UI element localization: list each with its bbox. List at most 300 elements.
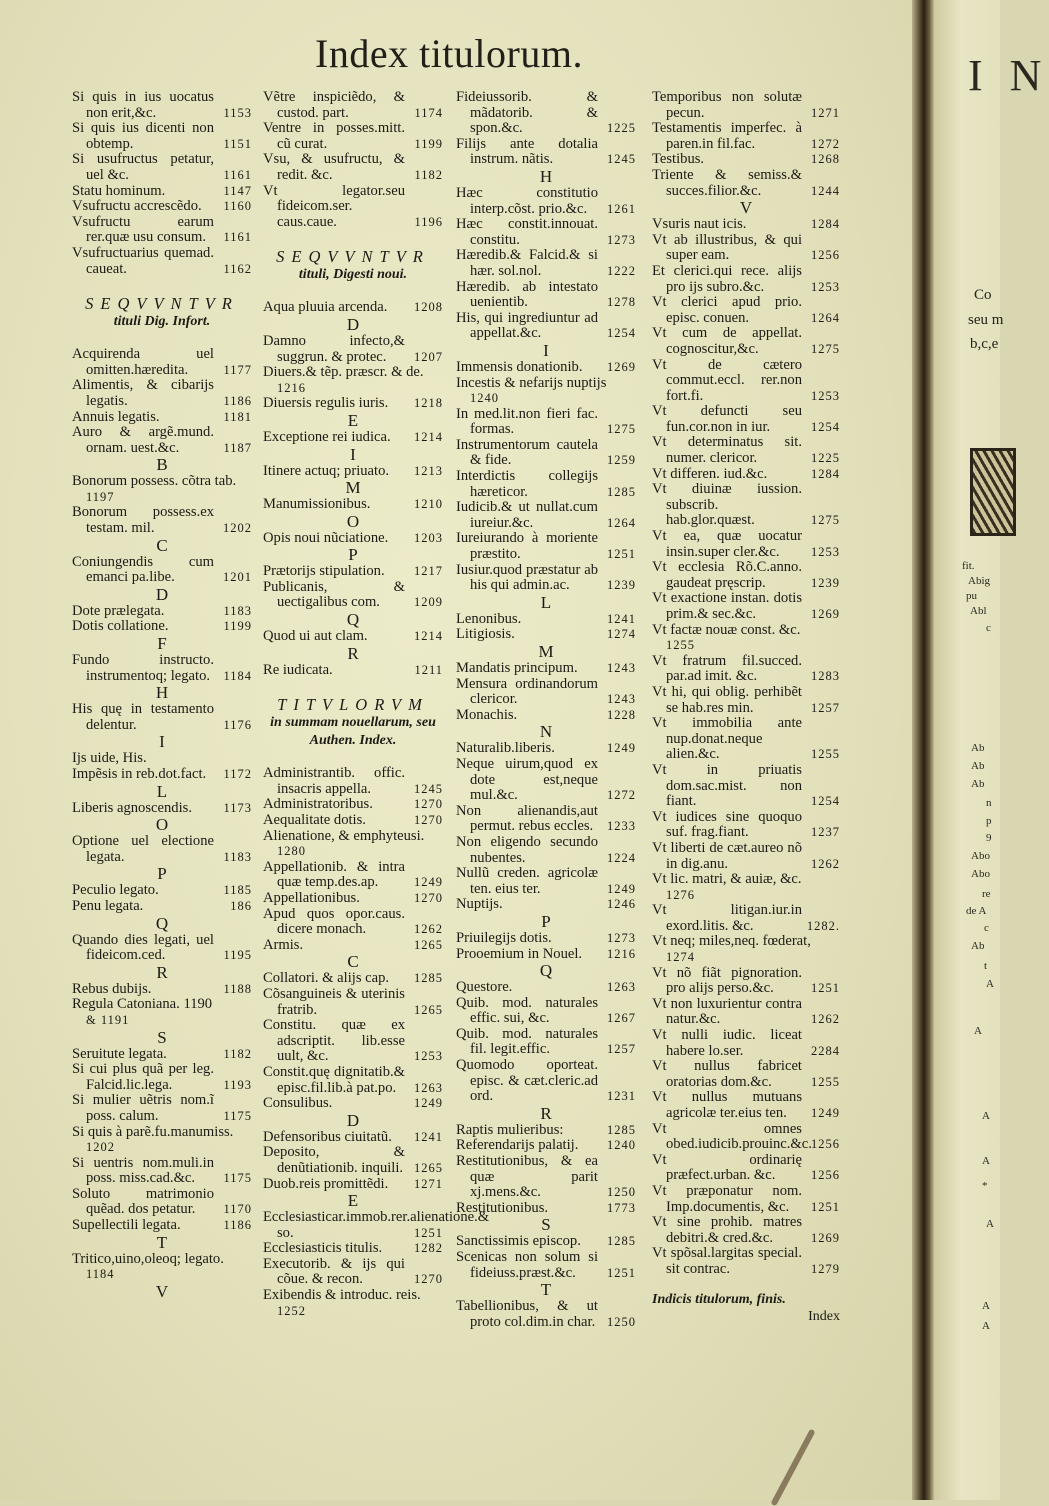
- entry-page-number: 1249: [414, 1096, 443, 1111]
- index-entry: [72, 801, 252, 817]
- book-gutter: [912, 0, 934, 1500]
- entry-page-number: 1275: [811, 341, 840, 356]
- entry-title: Fideiussorib. & mãdatorib. & spon.&c.: [456, 89, 598, 137]
- entry-page-number: 1175: [223, 1171, 252, 1186]
- entry-title: Soluto matrimonio quẽad. dos petatur.: [72, 1185, 214, 1218]
- entry-page-number: 1195: [223, 948, 252, 963]
- index-entry: [456, 708, 636, 724]
- letter-heading: E: [347, 1191, 359, 1211]
- index-entry: [263, 766, 443, 797]
- woodcut-initial: [970, 448, 1016, 536]
- entry-page-number: 1249: [607, 881, 636, 896]
- index-entry: [456, 137, 636, 168]
- index-entry: [652, 872, 840, 903]
- index-entry: [456, 1027, 636, 1058]
- index-column-3: [456, 90, 636, 1330]
- entry-page-number: 1274: [666, 950, 695, 965]
- index-entry: [456, 996, 636, 1027]
- entry-page-number: 1280: [277, 844, 306, 859]
- entry-title: Constit.quę dignitatib.& episc.fil.lib.à pat.po.: [263, 1063, 405, 1096]
- index-entry: [456, 376, 636, 407]
- entry-title: Interdictis collegijs hæreticor.: [456, 468, 598, 500]
- entry-title: Triente & semiss.& succes.filior.&c.: [652, 166, 802, 199]
- entry-page-number: 1251: [607, 1265, 636, 1280]
- entry-title: Scenicas non solum si fideiuss.præst.&c.: [456, 1249, 598, 1281]
- index-entry: [72, 246, 252, 277]
- entry-page-number: 1208: [414, 300, 443, 315]
- entry-title: Administrantib. offic. insacris appella.: [263, 765, 405, 797]
- section-title: SEQVVNTVR: [276, 247, 430, 267]
- index-entry: [72, 751, 252, 767]
- entry-title: Re iudicata.: [263, 661, 333, 678]
- entry-page-number: 1177: [223, 362, 252, 377]
- section-subtitle: in summam nouellarum, seu Authen. Index.: [270, 715, 436, 749]
- entry-title: Vt nullus mutuans agricolæ ter.eius ten.: [652, 1089, 802, 1121]
- index-entry: [263, 1096, 443, 1112]
- index-end-note: Indicis titulorum, finis.: [652, 1291, 786, 1307]
- entry-title: Vt lic. matri, & auiæ, &c.: [652, 871, 802, 888]
- entry-page-number: 1285: [607, 1122, 636, 1137]
- entry-page-number: 1256: [811, 1137, 840, 1152]
- entry-page-number: 1265: [414, 1002, 443, 1017]
- entry-title: Armis.: [263, 936, 304, 953]
- entry-title: Hæc constitutio interp.cõst. prio.&c.: [456, 184, 598, 217]
- entry-page-number: 1250: [607, 1185, 636, 1200]
- entry-title: Manumissionibus.: [263, 496, 371, 513]
- entry-page-number: 1267: [607, 1011, 636, 1026]
- entry-page-number: 1243: [607, 692, 636, 707]
- entry-page-number: 1207: [414, 349, 443, 364]
- index-entry: [456, 1154, 636, 1201]
- facing-page-fragment: Abo: [971, 850, 990, 862]
- letter-heading: S: [541, 1215, 551, 1235]
- entry-title: Filijs ante dotalia instrum. nãtis.: [456, 135, 598, 168]
- entry-title: Publicanis, & uectigalibus com.: [263, 578, 405, 611]
- entry-title: Vt nullus fabricet oratorias dom.&c.: [652, 1058, 802, 1090]
- index-entry: [456, 407, 636, 438]
- entry-page-number: 1185: [223, 883, 252, 898]
- paper-stain: [770, 1429, 815, 1506]
- entry-title: Vt factæ nouæ const. &c.: [652, 621, 801, 638]
- index-entry: [72, 184, 252, 200]
- facing-page-fragment: seu m: [968, 312, 1004, 328]
- entry-title: Rebus dubijs.: [72, 980, 152, 997]
- index-entry: [72, 883, 252, 899]
- index-entry: [263, 1209, 490, 1241]
- index-entry: [263, 1288, 443, 1319]
- facing-page-fragment: p: [986, 815, 992, 827]
- entry-title: Statu hominum.: [72, 182, 166, 199]
- letter-heading: Q: [155, 913, 169, 933]
- index-entry: [652, 903, 840, 934]
- entry-title: Appellationibus.: [263, 890, 360, 906]
- index-entry: [263, 1241, 443, 1257]
- entry-title: Supellectili legata.: [72, 1217, 181, 1234]
- index-entry: [456, 1123, 636, 1139]
- entry-page-number: 1218: [414, 396, 443, 411]
- index-entry: [263, 564, 443, 580]
- entry-title: Coniungendis cum emanci pa.libe.: [72, 553, 214, 586]
- entry-title: Quando dies legati, uel fideicom.ced.: [72, 931, 214, 964]
- entry-title: Prætorijs stipulation.: [263, 563, 385, 580]
- entry-title: Non alienandis,aut permut. rebus eccles.: [456, 802, 598, 835]
- entry-page-number: 1213: [414, 463, 443, 478]
- entry-title: Bonorum possess.ex testam. mil.: [72, 504, 214, 537]
- entry-page-number: 1183: [223, 849, 252, 864]
- index-entry: [263, 1257, 443, 1288]
- index-entry: [263, 497, 443, 513]
- entry-page-number: 1253: [414, 1049, 443, 1064]
- entry-title: Vt cum de appellat. cognoscitur,&c.: [652, 325, 802, 357]
- entry-page-number: 1240: [607, 1138, 636, 1153]
- letter-heading: O: [155, 815, 169, 835]
- entry-title: Vsufructu earum rer.quæ usu consum.: [72, 213, 214, 246]
- entry-page-number: 1265: [414, 1160, 443, 1175]
- index-entry: [72, 152, 252, 183]
- entry-page-number: 1181: [223, 409, 252, 424]
- index-entry: [263, 152, 443, 183]
- entry-page-number: 1773: [607, 1200, 636, 1215]
- facing-page-fragment: A: [982, 1320, 990, 1332]
- entry-page-number: 1245: [414, 781, 443, 796]
- entry-title: Iudicib.& ut nullat.cum iureiur.&c.: [456, 499, 598, 531]
- entry-title: Defensoribus ciuitatũ.: [263, 1128, 392, 1145]
- entry-page-number: 1269: [811, 607, 840, 621]
- entry-title: Itinere actuq; priuato.: [263, 462, 390, 479]
- entry-title: Vt immobilia ante nup.donat.neque alien.&c.: [652, 715, 802, 763]
- entry-title: Collatori. & alijs cap.: [263, 970, 390, 987]
- entry-page-number: 1274: [607, 627, 636, 642]
- index-entry: [456, 804, 636, 835]
- index-entry: [652, 295, 840, 326]
- letter-heading: T: [540, 1280, 552, 1300]
- entry-title: Vt præponatur nom. Imp.documentis, &c.: [652, 1182, 802, 1215]
- index-entry: [456, 897, 636, 913]
- letter-heading: I: [543, 340, 549, 360]
- entry-page-number: 1253: [811, 388, 840, 403]
- index-entry: [652, 482, 840, 529]
- facing-page-fragment: Ab: [971, 778, 985, 790]
- entry-page-number: 1273: [607, 930, 636, 945]
- index-entry: [72, 834, 252, 865]
- letter-heading: H: [539, 166, 553, 186]
- index-entry: [72, 997, 252, 1028]
- entry-page-number: 1243: [607, 661, 636, 675]
- index-entry: [263, 396, 443, 412]
- entry-title: His quę in testamento delentur.: [72, 701, 214, 733]
- facing-page: [934, 0, 1049, 1500]
- index-entry: [72, 767, 252, 783]
- entry-page-number: 1216: [607, 946, 636, 961]
- entry-page-number: 1282: [414, 1241, 443, 1256]
- entry-title: Apud quos opor.caus. dicere monach.: [263, 905, 405, 938]
- entry-title: Vt de cætero commut.eccl. rer.non fort.fi.: [652, 356, 802, 404]
- entry-title: Si quis ius dicenti non obtemp.: [72, 120, 214, 152]
- entry-title: Cõsanguineis & uterinis fratrib.: [263, 985, 405, 1018]
- entry-title: Vẽtre inspiciẽdo, & custod. part.: [263, 89, 405, 121]
- letter-heading: L: [156, 781, 168, 801]
- entry-page-number: 1251: [414, 1225, 443, 1240]
- letter-heading: P: [348, 545, 358, 565]
- index-entry: [263, 1145, 443, 1176]
- entry-page-number: 1272: [607, 788, 636, 803]
- index-entry: [72, 215, 252, 246]
- index-entry: [263, 1065, 443, 1096]
- index-entry: [72, 121, 252, 152]
- index-entry: [652, 1122, 840, 1153]
- entry-title: Immensis donationib.: [456, 358, 583, 375]
- entry-title: Vsuris naut icis.: [652, 216, 747, 233]
- entry-title: Vt in priuatis dom.sac.mist. non fiant.: [652, 761, 802, 810]
- index-entry: [263, 184, 443, 231]
- entry-title: Vt hi, qui oblig. perhibẽt se hab.res min.: [652, 683, 802, 716]
- entry-title: Diuers.& tẽp. præscr. & de.: [263, 364, 424, 381]
- facing-page-fragment: Co: [974, 287, 992, 303]
- entry-page-number: & 1191: [86, 1012, 130, 1027]
- section-subtitle: tituli Dig. Infort.: [113, 314, 211, 330]
- index-entry: [263, 121, 443, 152]
- letter-heading: L: [540, 592, 552, 612]
- entry-title: Exibendis & introduc. reis.: [263, 1287, 421, 1304]
- index-entry: [263, 1018, 443, 1065]
- entry-title: Vt ab illustribus, & qui super eam.: [652, 231, 802, 264]
- index-entry: [72, 933, 252, 964]
- index-entry: [652, 966, 840, 997]
- entry-page-number: 1224: [607, 850, 636, 865]
- index-entry: [652, 358, 840, 405]
- entry-page-number: 1255: [666, 638, 695, 653]
- index-entry: [456, 311, 636, 342]
- index-entry: [72, 604, 252, 620]
- entry-title: Fundo instructo. instrumentoq; legato.: [72, 652, 214, 684]
- entry-page-number: 1231: [607, 1089, 636, 1104]
- index-column-1: [72, 90, 252, 1301]
- entry-page-number: 1259: [607, 453, 636, 468]
- facing-page-fragment: Ab: [971, 940, 985, 952]
- entry-title: Ecclesiasticis titulis.: [263, 1240, 383, 1257]
- entry-page-number: 1186: [223, 1218, 252, 1233]
- entry-title: Annuis legatis.: [72, 408, 160, 425]
- entry-page-number: 1265: [414, 937, 443, 952]
- facing-page-fragment: A: [982, 1155, 990, 1167]
- letter-heading: N: [539, 722, 553, 742]
- index-entry: [72, 1125, 252, 1156]
- entry-title: Iureiurando à moriente præstito.: [456, 530, 598, 563]
- entry-page-number: 1261: [607, 201, 636, 216]
- entry-page-number: 1199: [223, 619, 252, 634]
- entry-page-number: 1275: [811, 513, 840, 528]
- index-entry: [652, 623, 840, 654]
- entry-page-number: 1252: [277, 1303, 306, 1318]
- index-entry: [263, 907, 443, 938]
- index-entry: [456, 947, 636, 963]
- entry-page-number: 1263: [607, 980, 636, 995]
- index-column-4: [652, 90, 840, 1325]
- entry-title: Lenonibus.: [456, 610, 522, 627]
- entry-title: Ventre in posses.mitt. cũ curat.: [263, 120, 405, 152]
- entry-page-number: 186: [230, 898, 252, 913]
- entry-page-number: 1262: [811, 1012, 840, 1027]
- entry-page-number: 1151: [223, 136, 252, 151]
- entry-page-number: 1273: [607, 232, 636, 247]
- index-entry: [72, 410, 252, 426]
- entry-page-number: 1279: [811, 1261, 840, 1276]
- entry-page-number: 1197: [86, 489, 115, 504]
- index-entry: [72, 474, 252, 505]
- entry-page-number: 1217: [414, 564, 443, 579]
- index-entry: [652, 90, 840, 121]
- entry-title: Regula Catoniana. 1190: [72, 996, 213, 1013]
- index-entry: [652, 529, 840, 560]
- entry-page-number: 1187: [223, 440, 252, 455]
- index-entry: [456, 1250, 636, 1281]
- index-entry: [652, 1059, 840, 1090]
- letter-heading: D: [346, 314, 360, 334]
- entry-page-number: 1263: [414, 1080, 443, 1095]
- entry-page-number: 1225: [811, 451, 840, 466]
- entry-page-number: 1253: [811, 544, 840, 559]
- entry-title: Exceptione rei iudica.: [263, 428, 391, 445]
- index-entry: [456, 248, 636, 279]
- entry-page-number: 1251: [607, 547, 636, 562]
- entry-page-number: 1239: [811, 575, 840, 590]
- entry-title: Appellationib. & intra quæ temp.des.ap.: [263, 858, 405, 891]
- entry-title: Vt exactione instan. dotis prim.& sec.&c.: [652, 590, 802, 622]
- entry-title: Auro & argẽ.mund. ornam. uest.&c.: [72, 424, 214, 456]
- letter-heading: T: [156, 1232, 168, 1252]
- facing-page-fragment: Ab: [971, 760, 985, 772]
- entry-page-number: 1245: [607, 152, 636, 167]
- entry-page-number: 1162: [223, 261, 252, 276]
- index-entry: [456, 90, 636, 137]
- index-entry: [456, 186, 636, 217]
- entry-page-number: 1257: [811, 700, 840, 715]
- letter-heading: R: [347, 643, 359, 663]
- letter-heading: Q: [346, 610, 360, 630]
- entry-page-number: 1202: [223, 521, 252, 536]
- entry-page-number: 1182: [223, 1046, 252, 1061]
- facing-page-fragment: 9: [986, 832, 992, 844]
- entry-page-number: 1257: [607, 1042, 636, 1057]
- section-title: SEQVVNTVR: [85, 294, 239, 314]
- entry-title: Vt differen. iud.&c.: [652, 465, 768, 482]
- facing-page-fragment: fit.: [962, 560, 975, 572]
- entry-page-number: 1249: [811, 1106, 840, 1120]
- entry-page-number: 1225: [607, 121, 636, 136]
- entry-title: Constitu. quæ ex adscriptit. lib.esse uult, &c.: [263, 1017, 405, 1065]
- index-entry: [72, 555, 252, 586]
- letter-heading: D: [155, 584, 169, 604]
- section-heading: [72, 295, 252, 331]
- entry-title: Non eligendo secundo nubentes.: [456, 833, 598, 866]
- index-entry: [652, 1215, 840, 1246]
- facing-page-fragment: re: [982, 888, 991, 900]
- entry-page-number: 1210: [414, 497, 443, 512]
- entry-page-number: 2284: [811, 1043, 840, 1058]
- index-entry: [263, 629, 443, 645]
- entry-title: Vt fratrum fil.succed. par.ad imit. &c.: [652, 652, 802, 685]
- entry-page-number: 1233: [607, 819, 636, 834]
- index-entry: [456, 741, 636, 757]
- letter-heading: C: [347, 952, 359, 972]
- index-entry: [652, 1028, 840, 1059]
- entry-title: Executorib. & ijs qui cõue. & recon.: [263, 1255, 405, 1288]
- entry-title: Vt non luxurientur contra natur.&c.: [652, 995, 802, 1028]
- entry-title: Vt ordinarię præfect.urban. &c.: [652, 1151, 802, 1184]
- entry-title: Vsufructuarius quemad. caueat.: [72, 244, 214, 277]
- entry-page-number: 1285: [607, 484, 636, 499]
- entry-page-number: 1214: [414, 429, 443, 444]
- entry-title: Si mulier uẽtris nom.ĩ poss. calum.: [72, 1092, 214, 1124]
- entry-page-number: 1285: [607, 1234, 636, 1249]
- entry-title: Testibus.: [652, 151, 705, 168]
- entry-page-number: 1254: [607, 326, 636, 341]
- facing-page-fragment: *: [982, 1180, 988, 1192]
- index-entry: [456, 217, 636, 248]
- entry-page-number: 1239: [607, 578, 636, 593]
- entry-page-number: 1270: [414, 1272, 443, 1287]
- index-entry: [652, 560, 840, 591]
- entry-page-number: 1199: [414, 136, 443, 151]
- entry-title: Aequalitate dotis.: [263, 812, 366, 829]
- entry-page-number: 1203: [414, 530, 443, 545]
- entry-page-number: 1270: [414, 813, 443, 828]
- entry-title: Impẽsis in reb.dot.fact.: [72, 766, 207, 782]
- entry-title: Damno infecto,& suggrun. & protec.: [263, 332, 405, 365]
- entry-page-number: 1173: [223, 800, 252, 815]
- index-entry: [456, 627, 636, 643]
- letter-heading: I: [159, 732, 165, 752]
- index-entry: [456, 1201, 636, 1217]
- entry-page-number: 1271: [811, 105, 840, 120]
- entry-page-number: 1272: [811, 136, 840, 151]
- index-entry: [652, 233, 840, 264]
- entry-title: Si quis à parẽ.fu.manumiss.: [72, 1123, 234, 1140]
- entry-title: Referendarijs palatij.: [456, 1137, 579, 1154]
- entry-title: Si uentris nom.muli.in poss. miss.cad.&c.: [72, 1154, 214, 1187]
- index-entry: [456, 866, 636, 897]
- index-entry: [263, 663, 443, 679]
- entry-title: Vt diuinæ iussion. subscrib. hab.glor.quæst.: [652, 481, 802, 529]
- entry-title: Naturalib.liberis.: [456, 740, 555, 757]
- letter-heading: P: [157, 864, 167, 884]
- entry-title: His, qui ingrediuntur ad appellat.&c.: [456, 309, 598, 342]
- index-entry: [263, 860, 443, 891]
- section-heading: [263, 248, 443, 284]
- entry-page-number: 1268: [811, 152, 840, 167]
- entry-title: Iusiur.quod præstatur ab his qui admin.ac.: [456, 561, 598, 594]
- entry-page-number: 1193: [223, 1077, 252, 1092]
- entry-page-number: 1249: [607, 741, 636, 756]
- entry-page-number: 1174: [414, 105, 443, 120]
- entry-title: Seruitute legata.: [72, 1045, 167, 1062]
- entry-title: Neque uirum,quod ex dote est,neque mul.&c.: [456, 755, 598, 804]
- entry-title: In med.lit.non fieri fac. formas.: [456, 405, 598, 438]
- entry-page-number: 1228: [607, 707, 636, 722]
- entry-title: Temporibus non solutæ pecun.: [652, 89, 802, 121]
- entry-page-number: 1161: [223, 167, 252, 182]
- index-entry: [652, 264, 840, 295]
- entry-title: Vt nulli iudic. liceat habere lo.ser.: [652, 1027, 802, 1059]
- index-entry: [72, 1062, 252, 1093]
- entry-title: Bonorum possess. cõtra tab.: [72, 473, 237, 490]
- entry-title: Vt legator.seu fideicom.ser. caus.caue.: [263, 182, 405, 230]
- entry-title: Raptis mulieribus:: [456, 1121, 564, 1138]
- index-entry: [263, 365, 443, 396]
- entry-page-number: 1254: [811, 794, 840, 809]
- entry-page-number: 1161: [223, 230, 252, 245]
- entry-title: Acquirenda uel omitten.hæreditа.: [72, 346, 214, 378]
